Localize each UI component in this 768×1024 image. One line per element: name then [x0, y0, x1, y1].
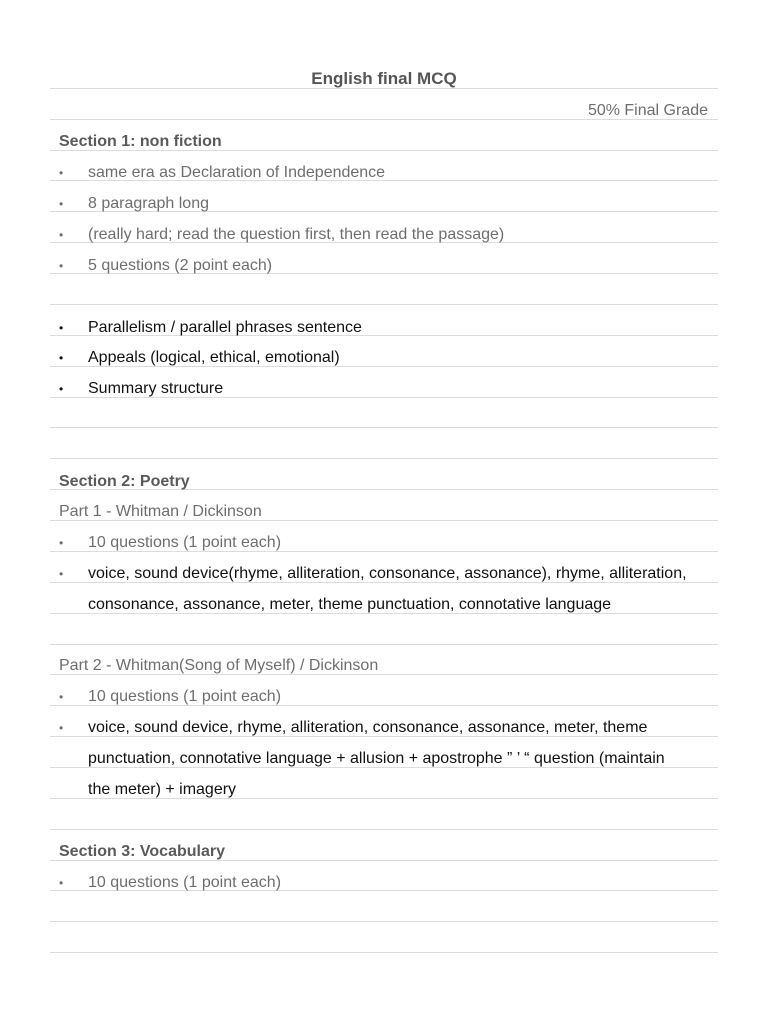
list-item-text: voice, sound device(rhyme, alliteration, consonance, assonance), rhyme, alliteration,: [88, 565, 687, 582]
list-item-continuation: consonance, assonance, meter, theme punctuation, connotative language: [88, 596, 612, 613]
bullet-icon: •: [59, 567, 64, 581]
section-1-heading: Section 1: non fiction: [59, 133, 222, 150]
rule-line: [50, 304, 718, 305]
list-item-text: voice, sound device, rhyme, alliteration, consonance, assonance, meter, theme: [88, 719, 648, 736]
bullet-icon: •: [59, 876, 64, 890]
list-item-text: 10 questions (1 point each): [88, 534, 282, 551]
list-item-text: 5 questions (2 point each): [88, 257, 273, 274]
rule-line: [50, 644, 718, 645]
bullet-icon: •: [59, 536, 64, 550]
bullet-icon: •: [59, 197, 64, 211]
list-item-continuation: punctuation, connotative language + allusion + apostrophe ” ’ “ question (maintain: [88, 750, 665, 767]
section-3-heading: Section 3: Vocabulary: [59, 843, 225, 860]
part-1-label: Part 1 - Whitman / Dickinson: [59, 503, 262, 520]
list-item-text: Appeals (logical, ethical, emotional): [88, 349, 340, 366]
bullet-icon: •: [59, 321, 64, 335]
list-item-continuation: the meter) + imagery: [88, 781, 237, 798]
section-2-heading: Section 2: Poetry: [59, 473, 190, 490]
list-item-text: 10 questions (1 point each): [88, 688, 282, 705]
bullet-icon: •: [59, 166, 64, 180]
list-item-text: 8 paragraph long: [88, 195, 209, 212]
part-2-label: Part 2 - Whitman(Song of Myself) / Dickinson: [59, 657, 379, 674]
bullet-icon: •: [59, 690, 64, 704]
bullet-icon: •: [59, 351, 64, 365]
rule-line: [50, 952, 718, 953]
rule-line: [50, 458, 718, 459]
bullet-icon: •: [59, 259, 64, 273]
bullet-icon: •: [59, 721, 64, 735]
rule-line: [50, 921, 718, 922]
bullet-icon: •: [59, 382, 64, 396]
rule-line: [50, 427, 718, 428]
rule-line: [50, 829, 718, 830]
list-item-text: 10 questions (1 point each): [88, 874, 282, 891]
list-item-text: Parallelism / parallel phrases sentence: [88, 319, 362, 336]
document-title: English final MCQ: [311, 69, 457, 88]
list-item-text: Summary structure: [88, 380, 224, 397]
bullet-icon: •: [59, 228, 64, 242]
grade-note: 50% Final Grade: [587, 102, 708, 119]
list-item-text: same era as Declaration of Independence: [88, 164, 386, 181]
list-item-text: (really hard; read the question first, then read the passage): [88, 226, 505, 243]
